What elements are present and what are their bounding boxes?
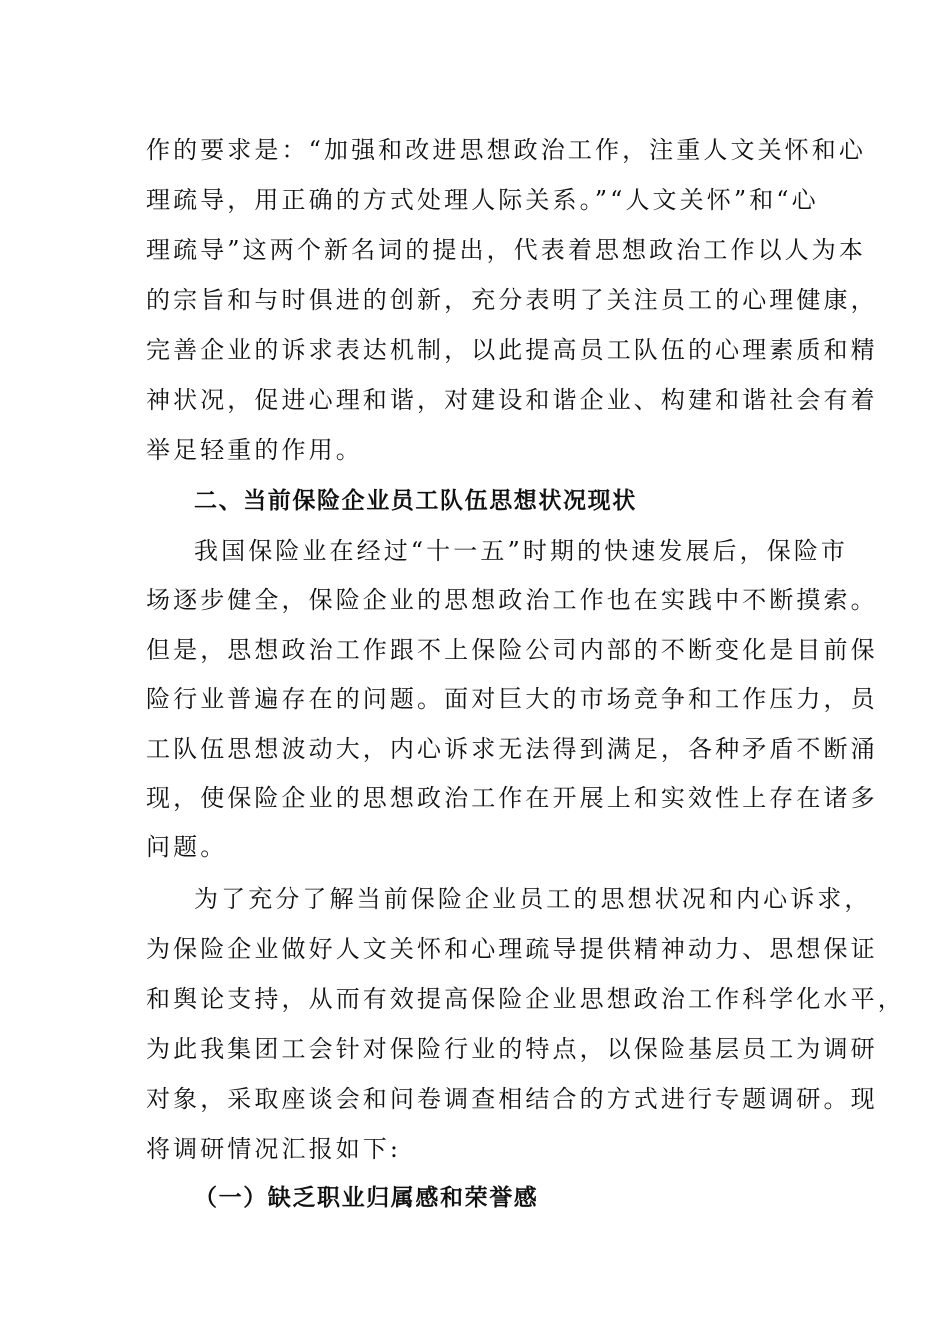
subsection-heading: （一）缺乏职业归属感和荣誉感 [194,1185,539,1211]
body-text-line: 场逐步健全，保险企业的思想政治工作也在实践中不断摸索。 [146,586,878,614]
body-text-line: 险行业普遍存在的问题。面对巨大的市场竞争和工作压力，员 [146,685,878,713]
body-text-line: 的宗旨和与时俱进的创新，充分表明了关注员工的心理健康， [146,286,878,314]
body-text-line: 为保险企业做好人文关怀和心理疏导提供精神动力、思想保证 [146,935,878,963]
body-text-line: 理疏导，用正确的方式处理人际关系。”“人文关怀”和“心 [146,186,819,214]
body-text-line: 但是，思想政治工作跟不上保险公司内部的不断变化是目前保 [146,636,878,664]
body-text-line: 工队伍思想波动大，内心诉求无法得到满足，各种矛盾不断涌 [146,735,878,763]
body-text-line: 完善企业的诉求表达机制，以此提高员工队伍的心理素质和精 [146,336,878,364]
body-text-line: 理疏导”这两个新名词的提出，代表着思想政治工作以人为本 [146,236,866,264]
body-text-line: 我国保险业在经过“十一五”时期的快速发展后，保险市 [194,537,849,565]
body-text-line: 现，使保险企业的思想政治工作在开展上和实效性上存在诸多 [146,784,878,812]
body-text-line: 举足轻重的作用。 [146,436,363,464]
body-text-line: 为此我集团工会针对保险行业的特点，以保险基层员工为调研 [146,1035,878,1063]
body-text-line: 问题。 [146,833,228,861]
body-text-line: 对象，采取座谈会和问卷调查相结合的方式进行专题调研。现 [146,1085,878,1113]
body-text-line: 为了充分了解当前保险企业员工的思想状况和内心诉求， [194,885,872,913]
body-text-line: 和舆论支持，从而有效提高保险企业思想政治工作科学化水平， [146,985,905,1013]
body-text-line: 将调研情况汇报如下: [146,1135,402,1163]
section-heading: 二、当前保险企业员工队伍思想状况现状 [194,488,637,514]
body-text-line: 作的要求是：“加强和改进思想政治工作，注重人文关怀和心 [146,136,866,164]
body-text-line: 神状况，促进心理和谐，对建设和谐企业、构建和谐社会有着 [146,386,878,414]
